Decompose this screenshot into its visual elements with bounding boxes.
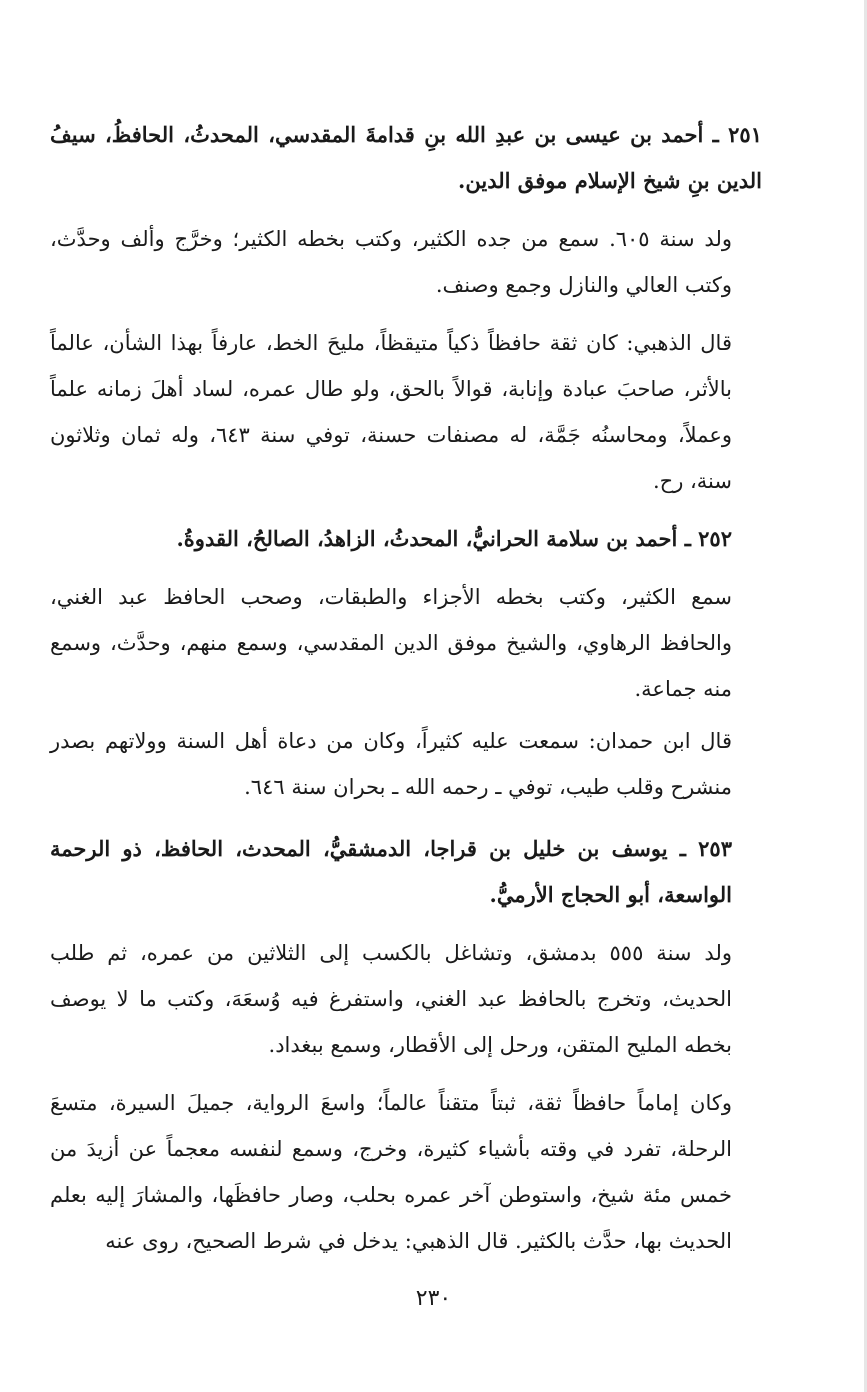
entry-253-paragraph-1: ولد سنة ٥٥٥ بدمشق، وتشاغل بالكسب إلى الثلاثين من عمره، ثم طلب الحديث، وتخرج بالحافظ عبد الغني، واستفرغ فيه وُسعَهَ، وكتب ما لا يوصف بخطه المليح المتقن، ورحل إلى الأقطار، وسمع ببغداد. xyxy=(50,941,732,1057)
entry-251-paragraph-2: قال الذهبي: كان ثقة حافظاً ذكياً متيقظاً، مليحَ الخط، عارفاً بهذا الشأن، عالماً بالأثر، صاحبَ عبادة وإنابة، قوالاً بالحق، ولو طال عمره، لساد أهلَ زمانه علماً وعملاً، ومحاسنُه جَمَّة، له مصنفات حسنة، توفي سنة ٦٤٣، وله ثمان وثلاثون سنة، رح. xyxy=(50,331,732,493)
entry-252-heading: ٢٥٢ ـ أحمد بن سلامة الحرانيُّ، المحدثُ، الزاهدُ، الصالحُ، القدوةُ. xyxy=(176,526,732,551)
entry-251-paragraph-1: ولد سنة ٦٠٥. سمع من جده الكثير، وكتب بخطه الكثير؛ وخرَّج وألف وحدَّث، وكتب العالي والنازل وجمع وصنف. xyxy=(50,227,732,297)
entry-252-paragraph-1: سمع الكثير، وكتب بخطه الأجزاء والطبقات، وصحب الحافظ عبد الغني، والحافظ الرهاوي، والشيخ موفق الدين المقدسي، وسمع منهم، وحدَّث، وسمع منه جماعة. xyxy=(50,585,732,701)
entry-252-paragraph-2: قال ابن حمدان: سمعت عليه كثيراً، وكان من دعاة أهل السنة وولاتهم بصدر منشرح وقلب طيب، توفي ـ رحمه الله ـ بحران سنة ٦٤٦. xyxy=(50,729,732,799)
entry-253-heading: ٢٥٣ ـ يوسف بن خليل بن قراجا، الدمشقيُّ، المحدث، الحافظ، ذو الرحمة الواسعة، أبو الحجاج الأرميُّ. xyxy=(50,836,732,907)
entry-251-heading: ٢٥١ ـ أحمد بن عيسى بن عبدِ الله بنِ قدامةَ المقدسي، المحدثُ، الحافظُ، سيفُ الدين بنِ شيخ الإسلام موفق الدين. xyxy=(50,122,762,193)
entry-253-paragraph-2: وكان إماماً حافظاً ثقة، ثبتاً متقناً عالماً؛ واسعَ الرواية، جميلَ السيرة، متسعَ الرحلة، تفرد في وقته بأشياء كثيرة، وخرج، وسمع لنفسه معجماً عن أزيدَ من خمس مئة شيخ، واستوطن آخر عمره بحلب، وصار حافظَها، والمشارَ إليه بعلم الحديث بها، حدَّث بالكثير. قال الذهبي: يدخل في شرط الصحيح، روى عنه xyxy=(50,1091,732,1253)
page-number: ٢٣٠ xyxy=(415,1286,452,1311)
